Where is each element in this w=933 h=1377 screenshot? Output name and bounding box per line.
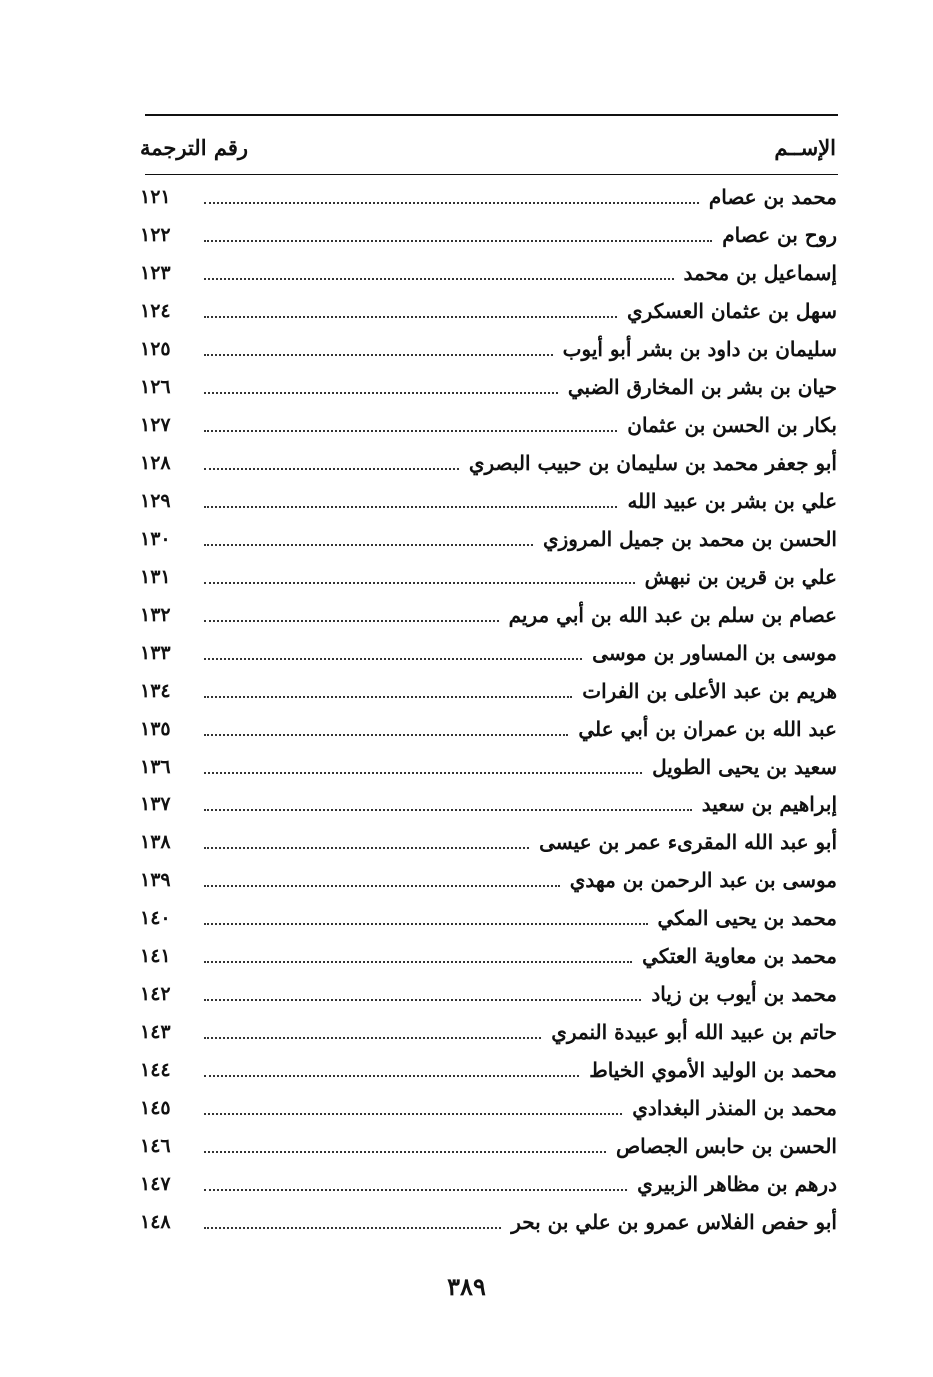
list-item: [140, 1203, 837, 1241]
list-item: [140, 482, 837, 520]
list-item: [140, 368, 837, 406]
entry-number: ١٣٢: [140, 603, 171, 626]
list-item: [140, 1089, 837, 1127]
entry-name: الحسن بن حابس الجصاص: [615, 1134, 837, 1159]
dot-leader: [204, 240, 712, 242]
entry-name: سليمان بن داود بن بشر أبو أيوب: [562, 336, 837, 361]
entry-number: ١٣١: [140, 565, 171, 588]
dot-leader: [204, 430, 617, 432]
entry-name: أبو جعفر محمد بن سليمان بن حبيب البصري: [468, 450, 837, 475]
dot-leader: [204, 506, 617, 508]
entry-name: إبراهيم بن سعيد: [701, 792, 837, 817]
dot-leader: [204, 468, 459, 470]
entry-number: ١٤٥: [140, 1097, 171, 1120]
list-item: [140, 444, 837, 482]
entry-name: عبد الله بن عمران بن أبي علي: [578, 716, 837, 741]
entry-name: محمد بن المنذر البغدادي: [632, 1096, 837, 1121]
entry-name: الحسن بن محمد بن جميل المروزي: [542, 526, 837, 551]
entry-name: بكار بن الحسن بن عثمان: [627, 412, 837, 437]
list-item: [140, 861, 837, 899]
entry-number: ١٣٠: [140, 527, 171, 550]
entry-name: علي بن قرين بن نبهش: [644, 564, 837, 589]
entry-name: إسماعيل بن محمد: [683, 260, 837, 285]
list-item: [140, 520, 837, 558]
dot-leader: [204, 1037, 541, 1039]
list-item: [140, 254, 837, 292]
entry-name: محمد بن عصام: [708, 184, 837, 209]
entry-name: محمد بن معاوية العتكي: [642, 944, 837, 969]
dot-leader: [204, 202, 699, 204]
dot-leader: [204, 999, 641, 1001]
dot-leader: [204, 620, 499, 622]
table-header: [140, 125, 838, 169]
entry-number: ١٤٧: [140, 1173, 171, 1196]
dot-leader: [204, 885, 560, 887]
entry-name: أبو حفص الفلاس عمرو بن علي بن بحر: [511, 1210, 837, 1235]
entry-number: ١٣٧: [140, 793, 171, 816]
entry-name: حاتم بن عبيد الله أبو عبيدة النمري: [551, 1020, 837, 1045]
entry-number: ١٢٧: [140, 413, 171, 436]
dot-leader: [204, 961, 632, 963]
dot-leader: [204, 582, 635, 584]
dot-leader: [204, 1113, 622, 1115]
name-column-header: الإســم: [774, 134, 836, 160]
dot-leader: [204, 392, 558, 394]
header-rule: [145, 174, 838, 175]
entry-number: ١٤٤: [140, 1059, 171, 1082]
dot-leader: [204, 772, 642, 774]
entry-number: ١٢١: [140, 185, 171, 208]
index-list: [140, 178, 837, 1241]
list-item: [140, 748, 837, 786]
entry-number: ١٢٨: [140, 451, 171, 474]
list-item: [140, 1013, 837, 1051]
list-item: [140, 823, 837, 861]
top-rule: [145, 114, 838, 116]
page-number: ٣٨٩: [447, 1272, 486, 1301]
entry-name: سعيد بن يحيى الطويل: [652, 754, 837, 779]
entry-name: محمد بن الوليد الأموي الخياط: [589, 1058, 837, 1083]
entry-name: درهم بن مظاهر الزبيري: [637, 1172, 837, 1197]
dot-leader: [204, 734, 568, 736]
entry-number: ١٣٨: [140, 831, 171, 854]
entry-number: ١٤٦: [140, 1135, 171, 1158]
dot-leader: [204, 1151, 606, 1153]
list-item: [140, 975, 837, 1013]
list-item: [140, 216, 837, 254]
entry-number: ١٤٢: [140, 983, 171, 1006]
dot-leader: [204, 1075, 579, 1077]
list-item: [140, 786, 837, 824]
entry-name: روح بن عصام: [722, 222, 837, 247]
entry-name: موسى بن المساور بن موسى: [592, 640, 837, 665]
list-item: [140, 292, 837, 330]
list-item: [140, 330, 837, 368]
list-item: [140, 178, 837, 216]
entry-name: هريم بن عبد الأعلى بن الفرات: [582, 678, 837, 703]
entry-name: أبو عبد الله المقرىء عمر بن عيسى: [539, 830, 837, 855]
dot-leader: [204, 658, 582, 660]
entry-name: محمد بن يحيى المكي: [657, 906, 837, 931]
entry-name: سهل بن عثمان العسكري: [627, 298, 837, 323]
entry-number: ١٢٥: [140, 337, 171, 360]
entry-number: ١٤٣: [140, 1021, 171, 1044]
list-item: [140, 899, 837, 937]
list-item: [140, 596, 837, 634]
entry-number: ١٢٩: [140, 489, 171, 512]
list-item: [140, 710, 837, 748]
entry-name: عصام بن سلم بن عبد الله بن أبي مريم: [508, 602, 837, 627]
entry-number: ١٢٣: [140, 261, 171, 284]
number-column-header: رقم الترجمة: [140, 134, 249, 160]
entry-number: ١٣٤: [140, 679, 171, 702]
dot-leader: [204, 354, 553, 356]
dot-leader: [204, 1227, 501, 1229]
list-item: [140, 1165, 837, 1203]
entry-name: علي بن بشر بن عبيد الله: [627, 488, 837, 513]
entry-number: ١٢٢: [140, 223, 171, 246]
list-item: [140, 558, 837, 596]
list-item: [140, 634, 837, 672]
entry-number: ١٢٤: [140, 299, 171, 322]
dot-leader: [204, 696, 572, 698]
entry-name: حيان بن بشر بن المخارق الضبي: [567, 374, 837, 399]
entry-number: ١٢٦: [140, 375, 171, 398]
dot-leader: [204, 278, 674, 280]
list-item: [140, 406, 837, 444]
list-item: [140, 937, 837, 975]
list-item: [140, 1127, 837, 1165]
dot-leader: [204, 847, 529, 849]
list-item: [140, 672, 837, 710]
entry-number: ١٤٨: [140, 1211, 171, 1234]
entry-number: ١٤١: [140, 945, 171, 968]
dot-leader: [204, 923, 648, 925]
entry-name: موسى بن عبد الرحمن بن مهدي: [569, 868, 837, 893]
entry-number: ١٣٦: [140, 755, 171, 778]
entry-number: ١٣٥: [140, 717, 171, 740]
dot-leader: [204, 544, 533, 546]
entry-number: ١٣٣: [140, 641, 171, 664]
entry-number: ١٣٩: [140, 869, 171, 892]
dot-leader: [204, 1189, 627, 1191]
dot-leader: [204, 809, 692, 811]
entry-number: ١٤٠: [140, 907, 171, 930]
list-item: [140, 1051, 837, 1089]
dot-leader: [204, 316, 617, 318]
entry-name: محمد بن أيوب بن زياد: [651, 982, 837, 1007]
